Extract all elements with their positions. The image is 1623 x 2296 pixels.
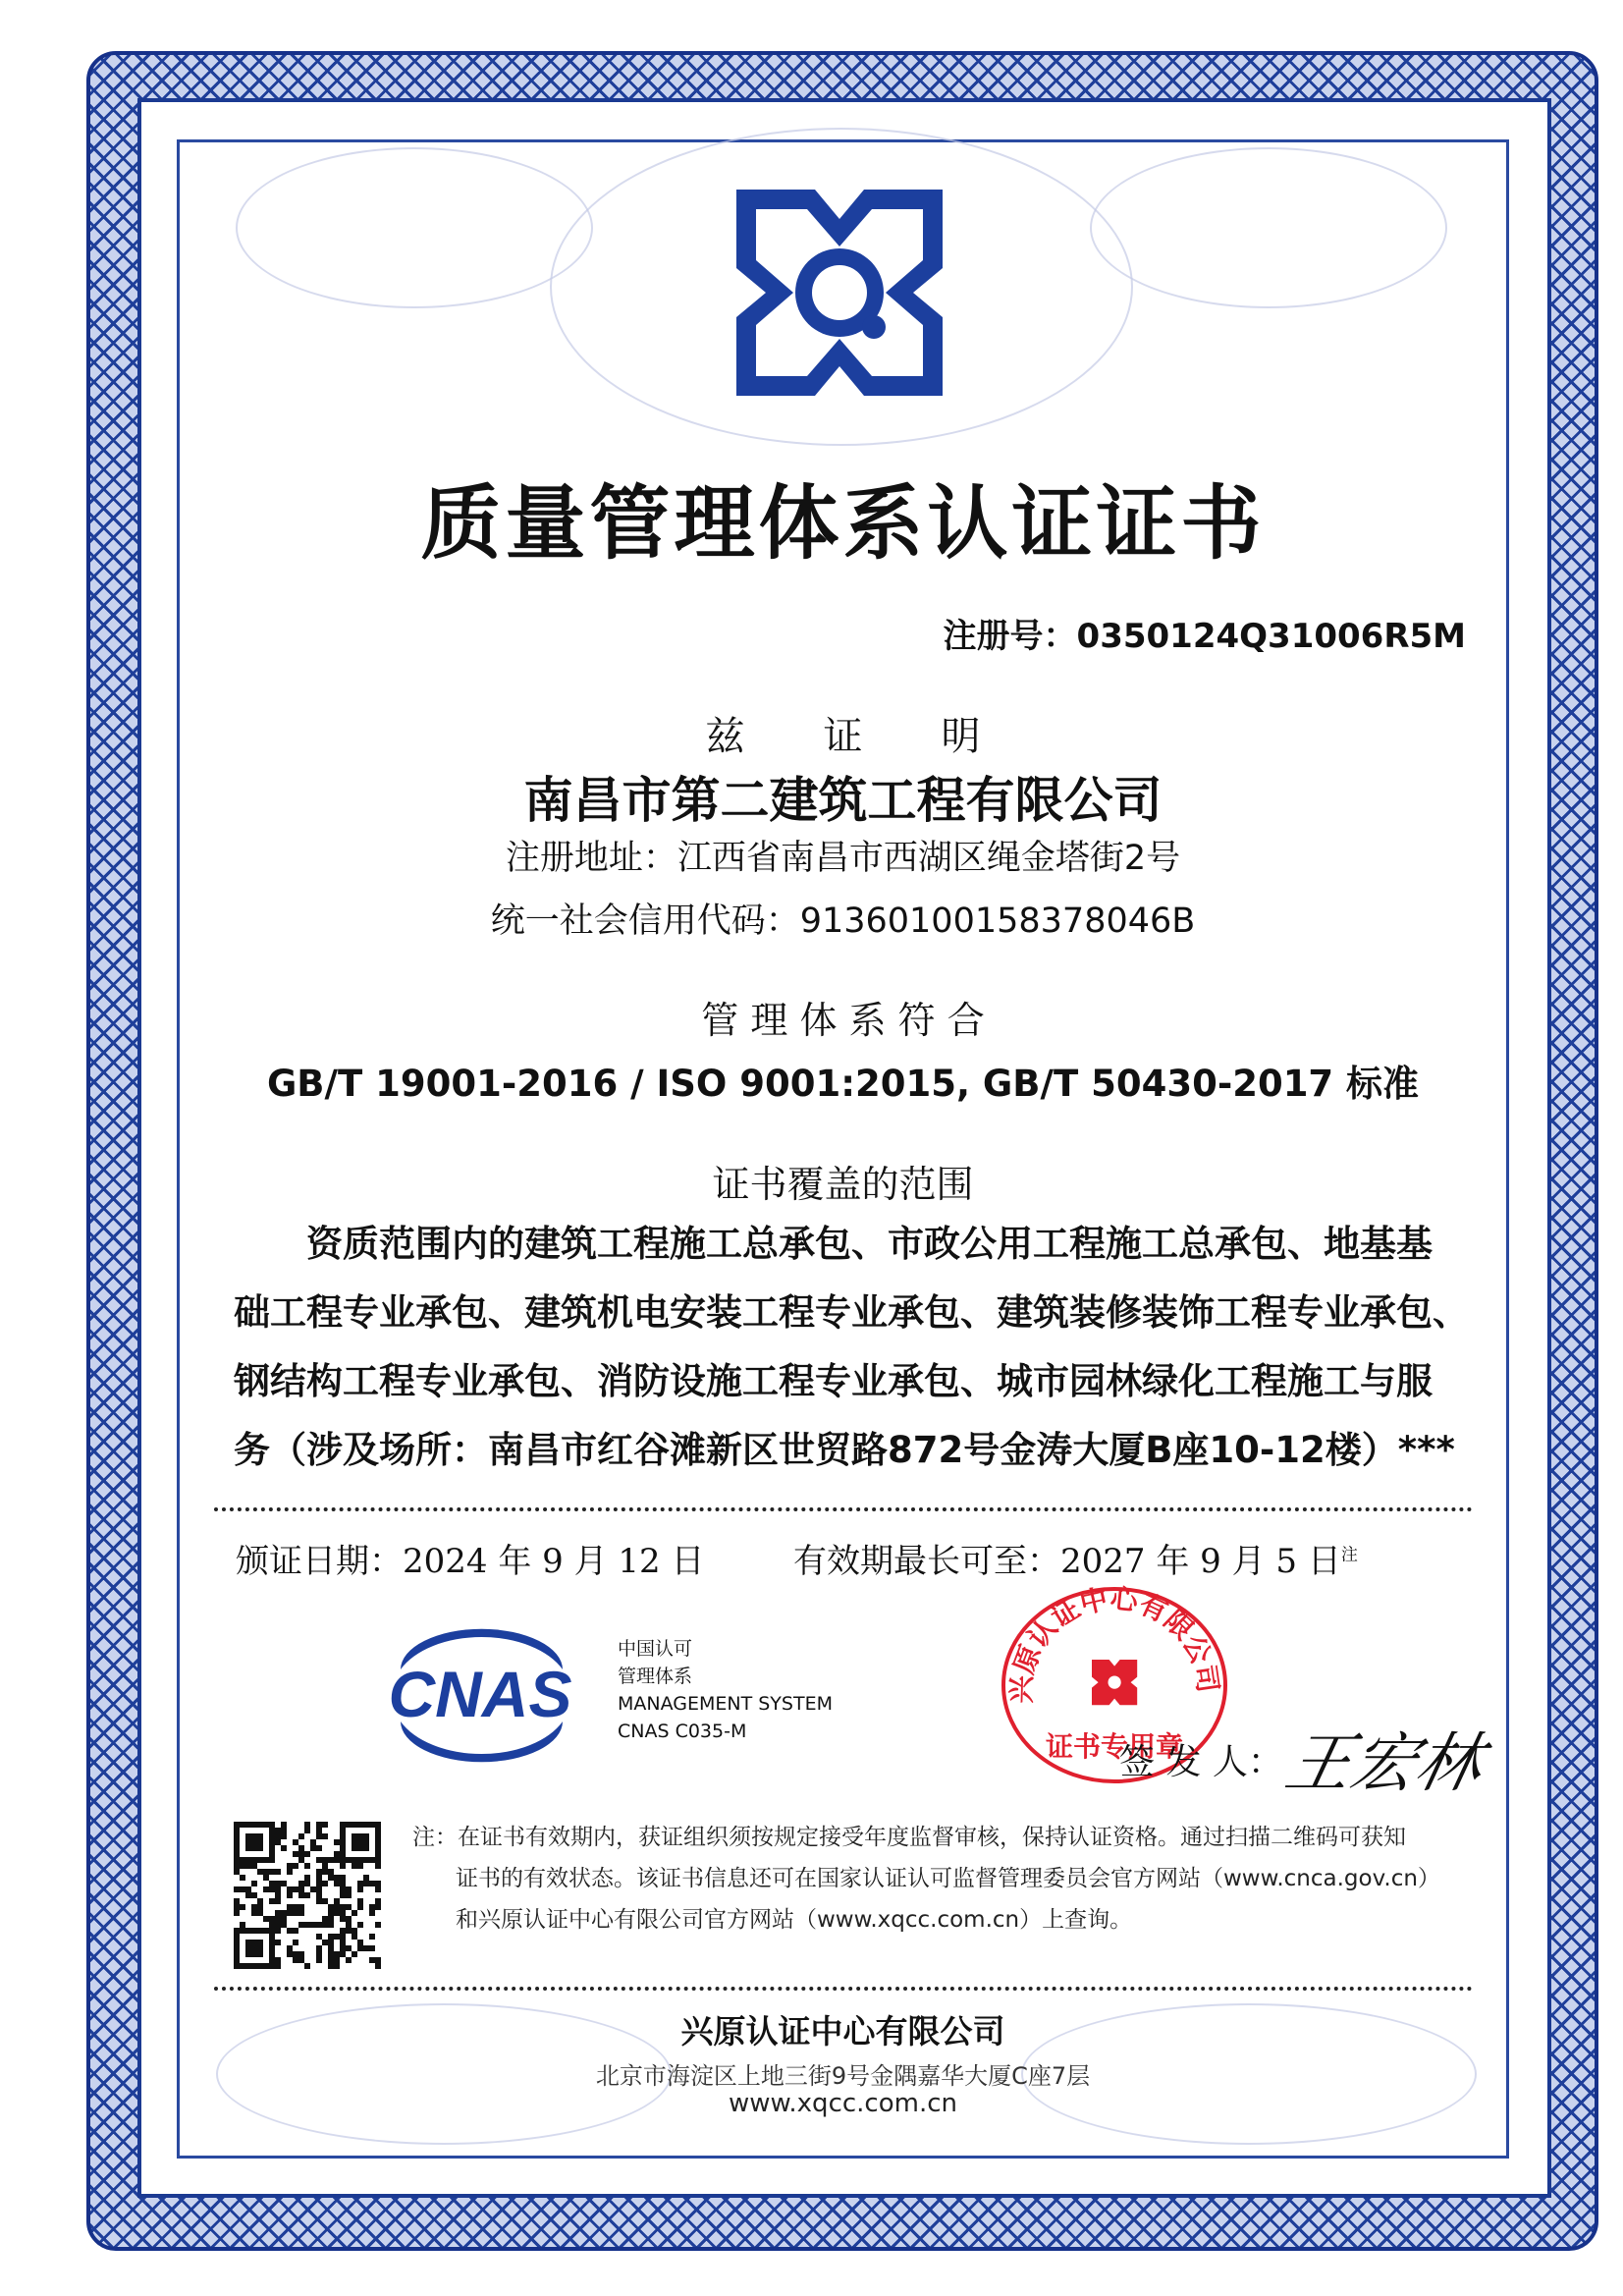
note-line: 证书的有效状态。该证书信息还可在国家认证认可监督管理委员会官方网站（www.cnca.gov.cn） [456, 1866, 1440, 1891]
watermark-pattern [1090, 147, 1447, 308]
scope-line: 钢结构工程专业承包、消防设施工程专业承包、城市园林绿化工程施工与服 [234, 1360, 1433, 1402]
note-line: 注：在证书有效期内，获证组织须按规定接受年度监督审核，保持认证资格。通过扫描二维码可获知 [412, 1825, 1406, 1850]
scope-text [234, 1210, 1473, 1485]
credit-code: 统一社会信用代码：91360100158378046B [490, 902, 1196, 941]
issuer-website[interactable]: www.xqcc.com.cn [729, 2089, 957, 2118]
standards: GB/T 19001-2016 / ISO 9001:2015, GB/T 50430-2017 标准 [266, 1063, 1420, 1105]
valid-until [793, 1534, 1358, 1582]
conformity-heading: 管 理 体 系 符 合 [701, 999, 985, 1042]
scope-line: 础工程专业承包、建筑机电安装工程专业承包、建筑装修装饰工程专业承包、 [234, 1291, 1469, 1334]
issuer-name: 兴原认证中心有限公司 [680, 2012, 1005, 2050]
valid-until-text: 有效期最长可至：2027 年 9 月 5 日 [793, 1542, 1341, 1581]
registered-address: 注册地址：江西省南昌市西湖区绳金塔街2号 [505, 839, 1181, 878]
hereby-certify: 兹 证 明 [705, 714, 981, 759]
certificate-title: 质量管理体系认证证书 [420, 476, 1266, 571]
issue-date: 颁证日期：2024 年 9 月 12 日 [236, 1542, 705, 1581]
divider [214, 1507, 1473, 1511]
issuer-address: 北京市海淀区上地三街9号金隅嘉华大厦C座7层 [595, 2062, 1091, 2090]
cnas-line: 中国认可 [618, 1638, 693, 1660]
xqcc-logo-icon [736, 190, 943, 396]
seal-bottom-text: 证书专用章 [1045, 1730, 1184, 1763]
seal-ring-text: 兴原认证中心有限公司 [1004, 1581, 1225, 1704]
watermark-pattern [236, 147, 593, 308]
note-line: 和兴原认证中心有限公司官方网站（www.xqcc.com.cn）上查询。 [456, 1907, 1133, 1933]
note-mark: 注 [1340, 1545, 1358, 1565]
note-text [412, 1817, 1440, 1941]
company-name: 南昌市第二建筑工程有限公司 [523, 772, 1163, 829]
qr-code[interactable] [234, 1822, 381, 1969]
cnas-line: 管理体系 [618, 1666, 693, 1687]
registration-number: 注册号：0350124Q31006R5M [943, 617, 1466, 656]
signer-label: 签 发 人： [1119, 1742, 1283, 1782]
cnas-logo-text: CNAS [388, 1658, 572, 1730]
scope-heading: 证书覆盖的范围 [712, 1163, 974, 1206]
divider [214, 1987, 1473, 1991]
cnas-line: MANAGEMENT SYSTEM [618, 1693, 833, 1715]
cnas-line: CNAS C035-M [618, 1721, 747, 1742]
scope-line: 资质范围内的建筑工程施工总承包、市政公用工程施工总承包、地基基 [234, 1223, 1433, 1265]
scope-line: 务（涉及场所：南昌市红谷滩新区世贸路872号金涛大厦B座10-12楼）*** [234, 1429, 1455, 1471]
signature: 王宏林 [1278, 1725, 1489, 1801]
cnas-info [618, 1635, 833, 1745]
cnas-logo-icon [371, 1615, 589, 1773]
